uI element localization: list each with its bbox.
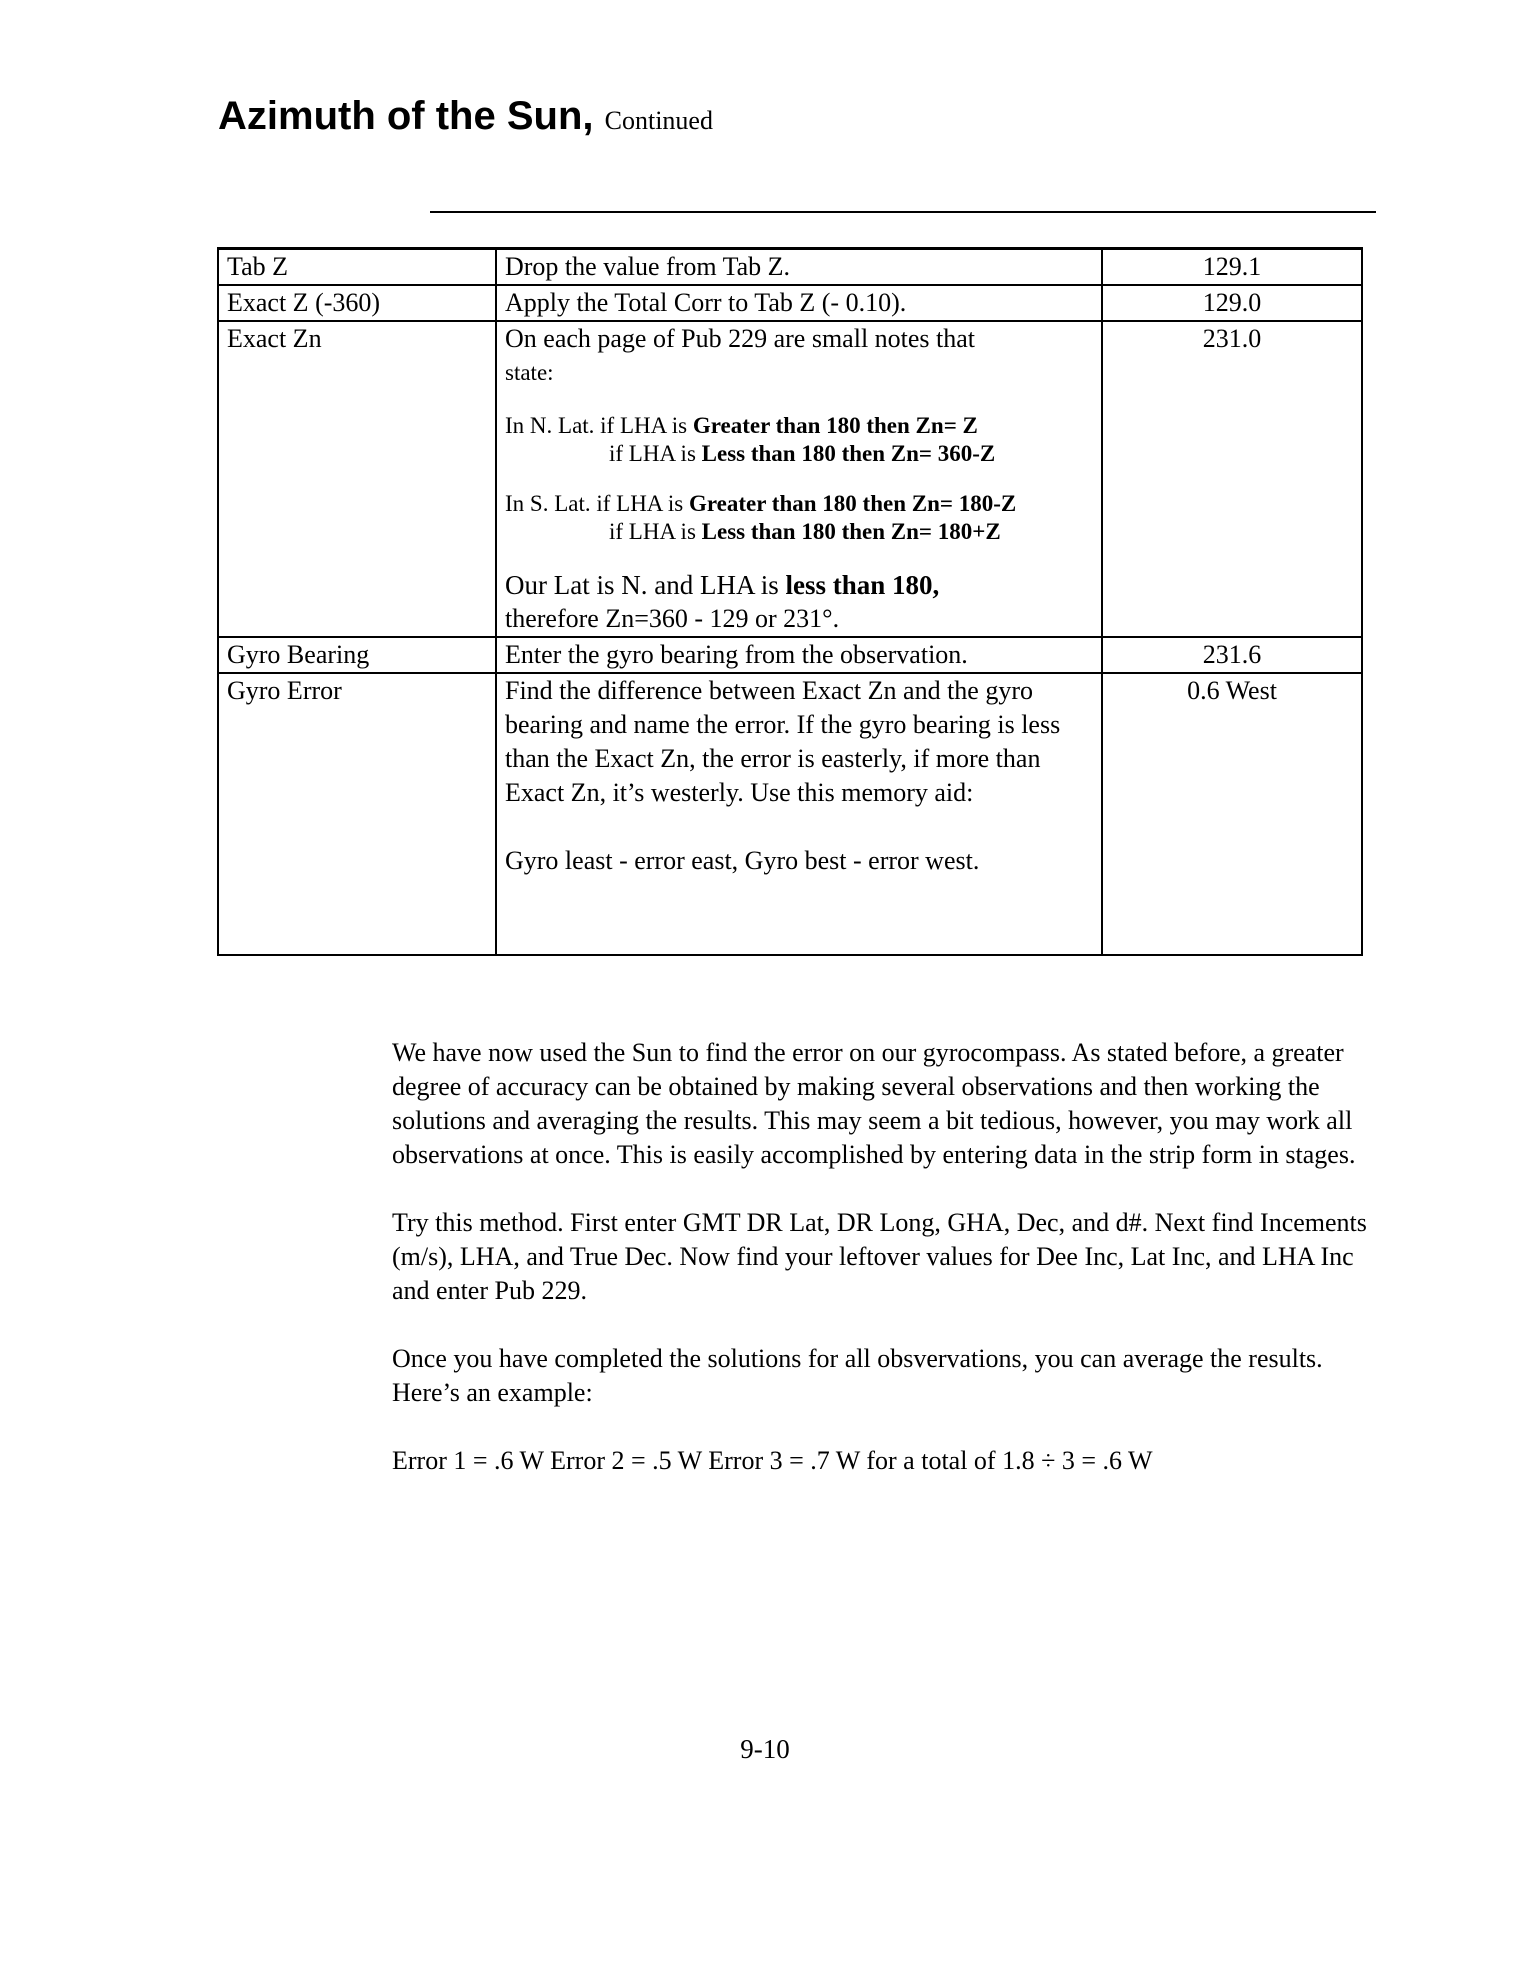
step-description: Drop the value from Tab Z.: [496, 249, 1102, 286]
n-lat-rule-1-bold: Greater than 180 then Zn= Z: [692, 413, 978, 438]
gyro-error-text: Find the difference between Exact Zn and the gyro bearing and name the error. If the gyro bearing is less than the Exact Zn, the error is easterly, if more than Exact Zn, it’s westerly. Use this memory aid:: [505, 676, 1061, 807]
step-description: Apply the Total Corr to Tab Z (- 0.10).: [496, 285, 1102, 321]
zn-conclusion-line-2: therefore Zn=360 - 129 or 231°.: [505, 604, 840, 633]
zn-intro-line-2: state:: [505, 360, 554, 385]
paragraph: Once you have completed the solutions for all obsvervations, you can average the results. Here’s an example:: [392, 1344, 1323, 1407]
s-lat-rule-1: [505, 490, 1093, 518]
step-label: Tab Z: [218, 249, 496, 286]
step-value: 129.1: [1102, 249, 1362, 286]
step-value: 0.6 West: [1102, 673, 1362, 955]
table-row: [218, 321, 1362, 637]
title-continued: Continued: [604, 106, 713, 135]
step-value: 231.6: [1102, 637, 1362, 673]
title-text: Azimuth of the Sun,: [218, 94, 594, 138]
step-value: 129.0: [1102, 285, 1362, 321]
azimuth-steps-table: [217, 247, 1363, 956]
table-row: [218, 249, 1362, 286]
step-label: Exact Zn: [218, 321, 496, 637]
step-label: Gyro Error: [218, 673, 496, 955]
paragraph: We have now used the Sun to find the error on our gyrocompass. As stated before, a greater degree of accuracy can be obtained by making several observations and then working the solutions and averaging the results. This may seem a bit tedious, however, you may work all observations at once. This is easily accomplished by entering data in the strip form in stages.: [392, 1038, 1356, 1169]
body-text: [392, 1036, 1382, 1512]
if-lha-label: if LHA is: [609, 441, 696, 466]
memory-aid: Gyro least - error east, Gyro best - error west.: [505, 846, 980, 875]
step-description: [496, 321, 1102, 637]
header-rule: [430, 211, 1376, 213]
zn-conclusion-line-1: [505, 568, 1093, 602]
paragraph: Try this method. First enter GMT DR Lat, DR Long, GHA, Dec, and d#. Next find Incements (m/s), LHA, and True Dec. Now find your leftover values for Dee Inc, Lat Inc, and LHA Inc and enter Pub 229.: [392, 1208, 1367, 1305]
table-row: [218, 673, 1362, 955]
table-row: [218, 637, 1362, 673]
step-value: 231.0: [1102, 321, 1362, 637]
zn-intro-line-1: On each page of Pub 229 are small notes that: [505, 324, 976, 353]
step-description: [496, 673, 1102, 955]
n-lat-prefix: In N. Lat. if LHA is: [505, 413, 688, 438]
step-label: Exact Z (-360): [218, 285, 496, 321]
page-title: [218, 96, 713, 136]
n-lat-rule-1: [505, 412, 1093, 440]
s-lat-rule-2: [505, 518, 1093, 546]
s-lat-rule-1-bold: Greater than 180 then Zn= 180-Z: [689, 491, 1017, 516]
conclusion-bold: less than 180,: [785, 570, 940, 600]
table-row: [218, 285, 1362, 321]
conclusion-prefix: Our Lat is N. and LHA is: [505, 570, 779, 600]
n-lat-rule-2: [505, 440, 1093, 468]
step-description: Enter the gyro bearing from the observation.: [496, 637, 1102, 673]
s-lat-rule-2-bold: Less than 180 then Zn= 180+Z: [701, 519, 1001, 544]
averaging-example: Error 1 = .6 W Error 2 = .5 W Error 3 = .7 W for a total of 1.8 ÷ 3 = .6 W: [392, 1446, 1153, 1475]
s-lat-prefix: In S. Lat. if LHA is: [505, 491, 684, 516]
page-number: 9-10: [740, 1734, 790, 1764]
n-lat-rule-2-bold: Less than 180 then Zn= 360-Z: [701, 441, 996, 466]
if-lha-label: if LHA is: [609, 519, 696, 544]
step-label: Gyro Bearing: [218, 637, 496, 673]
